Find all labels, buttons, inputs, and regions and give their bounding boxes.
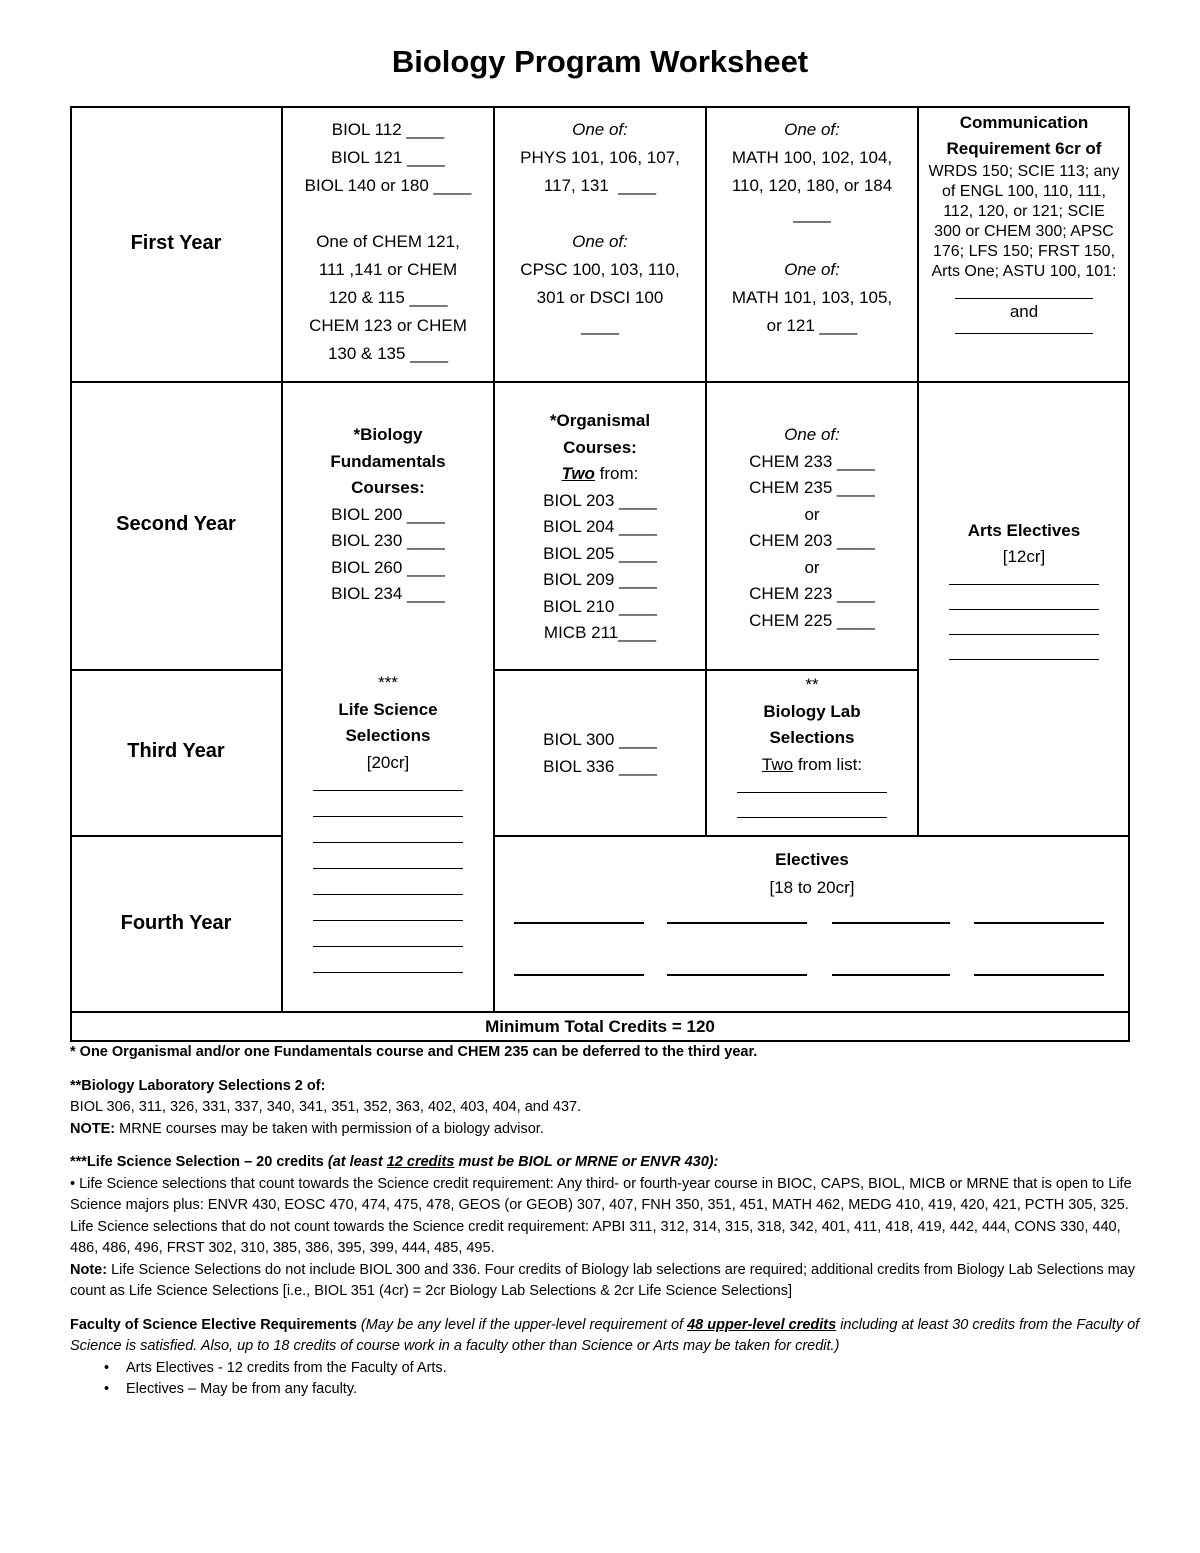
y2-chem-cell (706, 422, 918, 634)
ls-blank[interactable] (313, 791, 463, 817)
minimum-total-credits: Minimum Total Credits = 120 (485, 1017, 715, 1036)
lab-title: Selections (769, 728, 855, 747)
page-title: Biology Program Worksheet (391, 44, 809, 79)
note-ls-body: • Life Science selections that count towards the Science credit requirement: Any third- or fourth-year course in BIOC, CAPS, BIOL, MICB or MRNE that is open to Life Science majors plus: ENVR 430, EOSC 470, 474, 475, 478, GEOS (or GEOB) 307, 407, FNH 350, 351, 451, MATH 462, MEDG 410, 419, 420, 421, PCTH 305, 325. Life Science selections that do not count towards the Science credit requirement: APBI 311, 312, 314, 315, 318, 342, 401, 411, 418, 419, 442, 444, CONS 330, 440, 486, 486, 496, FRST 302, 310, 385, 386, 395, 399, 444, 485, 495. (70, 1175, 1132, 1256)
math-options: 110, 120, 180, or 184 (731, 176, 893, 195)
chem-option-text: CHEM 123 or CHEM (309, 316, 467, 335)
row-label-third-year: Third Year (127, 740, 225, 762)
lab-blank-2[interactable] (737, 793, 887, 818)
course-biol-260: BIOL 260 ____ (331, 557, 445, 577)
cpsc-options: CPSC 100, 103, 110, (520, 260, 680, 279)
or-label: or (804, 504, 820, 524)
course-chem-235: CHEM 235 ____ (749, 478, 875, 497)
course-biol-230: BIOL 230 ____ (331, 531, 445, 550)
elective-blank[interactable] (974, 922, 1104, 924)
comm-blank-1[interactable] (955, 282, 1093, 299)
org-title: *Organismal (549, 411, 651, 430)
bullet-electives: • Electives – May be from any faculty. (126, 1379, 1140, 1401)
math-options: MATH 100, 102, 104, (731, 148, 893, 167)
row-label-second-year: Second Year (116, 513, 236, 535)
ls-blank[interactable] (313, 776, 463, 791)
note-lab-list: BIOL 306, 311, 326, 331, 337, 340, 341, 351, 352, 363, 402, 403, 404, and 437. (70, 1099, 582, 1115)
electives-credits: [18 to 20cr] (769, 878, 855, 897)
course-biol-204: BIOL 204 ____ (543, 517, 657, 536)
cpsc-options: 301 or DSCI 100 (536, 288, 664, 307)
lab-blank-1[interactable] (737, 778, 887, 793)
course-biol-210: BIOL 210 ____ (543, 596, 657, 616)
course-micb-211: MICB 211____ (543, 623, 657, 642)
comm-and: and (1009, 302, 1039, 321)
row-label-first-year: First Year (130, 232, 222, 254)
fund-title: Fundamentals (330, 451, 446, 471)
elective-blank[interactable] (514, 922, 644, 924)
phys-options: PHYS 101, 106, 107, (520, 148, 680, 167)
electives-title: Electives (775, 850, 849, 869)
ls-blank[interactable] (313, 921, 463, 947)
course-chem-233: CHEM 233 ____ (749, 451, 875, 471)
course-biol-209: BIOL 209 ____ (543, 570, 657, 589)
note-lab-advisor: NOTE: MRNE courses may be taken with permission of a biology advisor. (70, 1120, 544, 1137)
course-biol-336: BIOL 336 ____ (543, 757, 657, 776)
or-label: or (804, 557, 820, 577)
course-chem-225: CHEM 225 ____ (749, 610, 875, 630)
one-of-label: One of: (784, 120, 840, 139)
ls-blank[interactable] (313, 947, 463, 973)
arts-electives-credits: [12cr] (1002, 547, 1046, 566)
comm-blank-2[interactable] (955, 325, 1093, 334)
arts-blank-3[interactable] (949, 610, 1099, 635)
course-biol-140: BIOL 140 or 180 ____ (304, 176, 472, 195)
course-biol-121: BIOL 121 ____ (331, 148, 445, 167)
ls-title: Selections (345, 726, 431, 745)
one-of-label: One of: (784, 425, 840, 444)
note-lab-heading: **Biology Laboratory Selections 2 of: (70, 1077, 326, 1094)
course-biol-300: BIOL 300 ____ (543, 730, 657, 749)
elective-blank[interactable] (514, 974, 644, 976)
one-of-label: One of: (784, 260, 840, 279)
comm-title: Communication (959, 113, 1089, 132)
y1-physics-cpsc-cell: One of: PHYS 101, 106, 107, 117, 131 ____ One of: CPSC 100, 103, 110, 301 or DSCI 100 ____ (494, 116, 706, 340)
biology-fundamentals-cell (282, 422, 494, 608)
math-options: MATH 101, 103, 105, (731, 288, 893, 307)
comm-title: Requirement 6cr of (946, 139, 1102, 158)
bullet-arts-electives: • Arts Electives - 12 credits from the Faculty of Arts. (126, 1358, 1140, 1380)
note-faculty-requirements: Faculty of Science Elective Requirements (May be any level if the upper-level requirement of 48 upper-level credits including at least 30 credits from the Faculty of Science is satisfied. Also, up to 18 credits of course work in a faculty other than Science or Arts may be taken for credit.) (70, 1316, 1140, 1354)
arts-blank-2[interactable] (949, 585, 1099, 610)
course-chem-223: CHEM 223 ____ (749, 584, 875, 603)
note-ls-note: Note: Life Science Selections do not include BIOL 300 and 336. Four credits of Biology lab selections are required; additional credits from Biology Lab Selections may count as Life Science Selections [i.e., BIOL 351 (4cr) = 2cr Biology Lab Selections & 2cr Life Science Selections] (70, 1261, 1135, 1299)
note-deferral: * One Organismal and/or one Fundamentals course and CHEM 235 can be deferred to the third year. (70, 1044, 758, 1060)
ls-blank[interactable] (313, 817, 463, 843)
lab-title: Biology Lab (763, 701, 861, 721)
course-biol-112: BIOL 112 ____ (331, 120, 445, 139)
comm-course-list: WRDS 150; SCIE 113; any of ENGL 100, 110, 111, 112, 120, or 121; SCIE 300 or CHEM 300; APSC 176; LFS 150; FRST 150, Arts One; ASTU 100, 101: (928, 163, 1120, 280)
chem-option-text: 111 ,141 or CHEM (318, 260, 458, 279)
ls-stars: *** (378, 673, 398, 692)
elective-blank[interactable] (667, 974, 807, 976)
arts-blank-4[interactable] (949, 635, 1099, 660)
worksheet-table (70, 106, 1130, 1042)
course-biol-203: BIOL 203 ____ (543, 490, 657, 510)
course-chem-203: CHEM 203 ____ (749, 531, 875, 550)
y3-required-biol-cell (494, 726, 706, 780)
note-ls-heading: ***Life Science Selection – 20 credits (at least 12 credits must be BIOL or MRNE or ENVR 430): (70, 1154, 719, 1170)
arts-electives-title: Arts Electives (967, 521, 1081, 540)
course-biol-205: BIOL 205 ____ (543, 543, 657, 563)
chem-option-text: One of CHEM 121, (316, 232, 460, 251)
life-science-selections-cell (282, 670, 494, 973)
fund-title: *Biology (353, 425, 423, 444)
row-label-fourth-year: Fourth Year (120, 912, 232, 934)
communication-requirement-cell (920, 110, 1128, 334)
ls-blank[interactable] (313, 869, 463, 895)
elective-blank[interactable] (832, 974, 950, 976)
arts-electives-cell (920, 518, 1128, 660)
biology-lab-selections-cell: ** Biology Lab Selections Two from list: (706, 672, 918, 818)
fund-title: Courses: (351, 478, 425, 497)
one-of-label: One of: (572, 120, 628, 139)
elective-blank[interactable] (667, 922, 807, 924)
organismal-courses-cell: *Organismal Courses: Two from: BIOL 203 ____ BIOL 204 ____ BIOL 205 ____ BIOL 209 ____ BIOL 210 ____ MICB 211____ (494, 408, 706, 647)
y1-math-cell: One of: MATH 100, 102, 104, 110, 120, 180, or 184 ____ One of: MATH 101, 103, 105, or 121 ____ (706, 116, 918, 340)
y1-biology-chem-cell: BIOL 112 ____ BIOL 121 ____ BIOL 140 or 180 ____ One of CHEM 121, 111 ,141 or CHEM 120 & 115 ____ CHEM 123 or CHEM 130 & 135 ____ (282, 116, 494, 368)
course-biol-200: BIOL 200 ____ (331, 504, 445, 524)
lab-stars: ** (805, 675, 819, 694)
ls-credits: [20cr] (366, 752, 410, 772)
footnotes (70, 1042, 1140, 1401)
ls-blank[interactable] (313, 843, 463, 869)
electives-cell (494, 846, 1130, 902)
ls-title: Life Science (338, 699, 438, 719)
one-of-label: One of: (572, 232, 628, 251)
arts-blank-1[interactable] (949, 570, 1099, 585)
elective-blank[interactable] (974, 974, 1104, 976)
course-biol-234: BIOL 234 ____ (331, 584, 445, 603)
org-title: Courses: (563, 437, 637, 457)
ls-blank[interactable] (313, 895, 463, 921)
elective-blank[interactable] (832, 922, 950, 924)
